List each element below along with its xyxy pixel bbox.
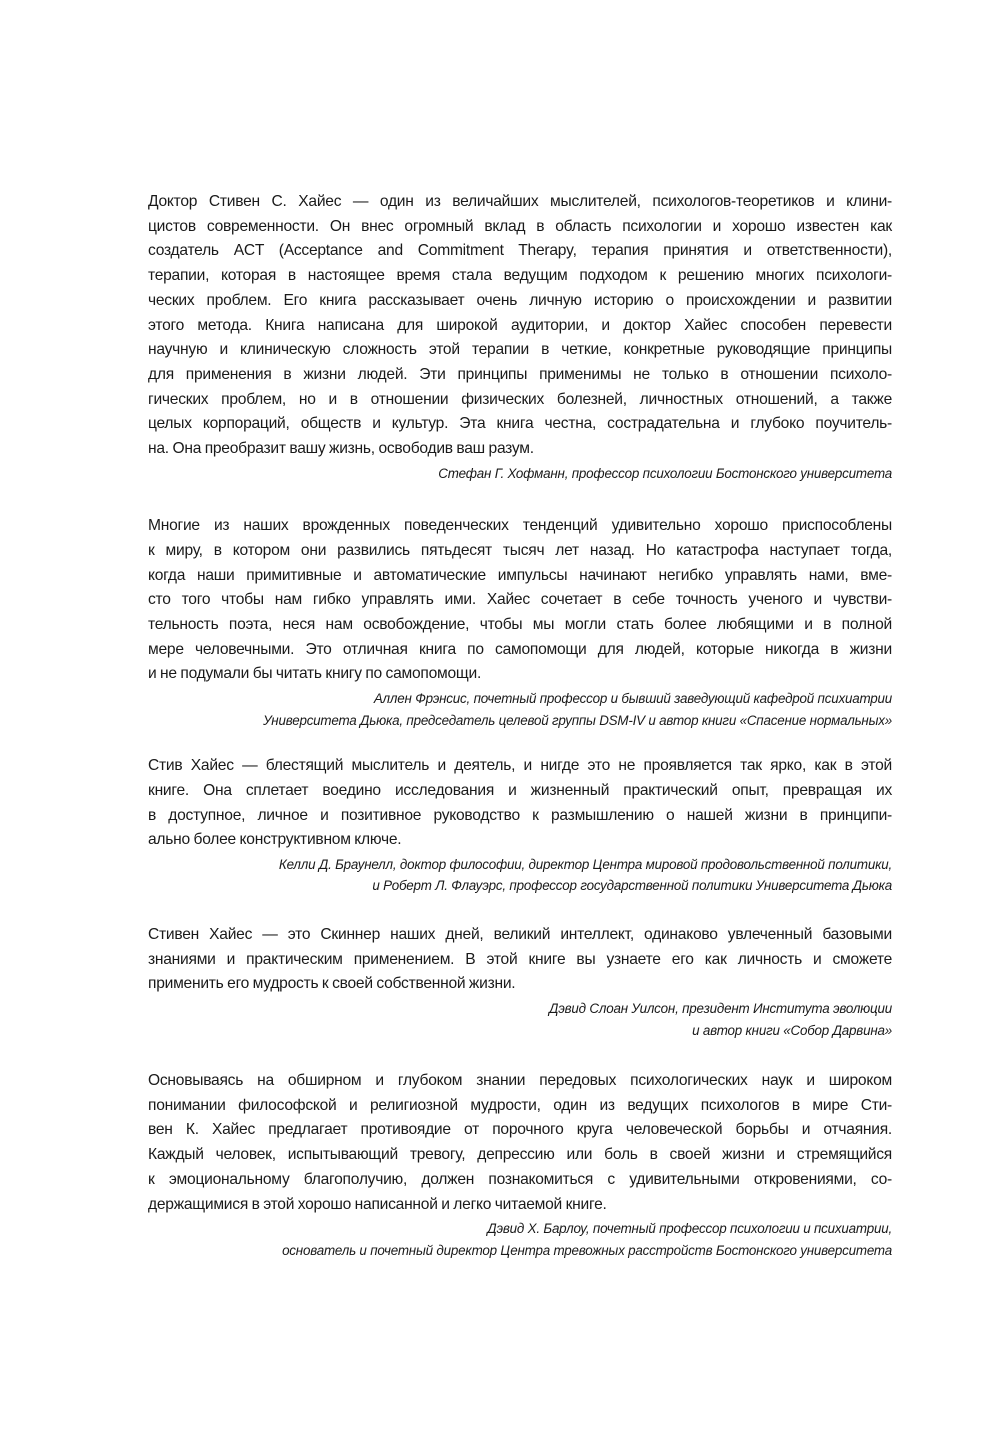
attribution-line: Университета Дьюка, председатель целевой группы DSM-IV и автор книги «Спасение нормальных» bbox=[263, 712, 892, 728]
attribution-line: Дэвид Х. Барлоу, почетный профессор психологии и психиатрии, bbox=[487, 1221, 892, 1237]
quote-line: мере человечными. Это отличная книга по самопомощи для людей, которые никогда в жизни bbox=[148, 640, 892, 658]
quote-line: тельность поэта, неся нам освобождение, чтобы мы могли стать более любящими и в полной bbox=[148, 616, 892, 634]
quote-line: этого метода. Книга написана для широкой аудитории, и доктор Хайес способен перевести bbox=[148, 316, 892, 334]
spacer bbox=[148, 484, 892, 514]
attribution-line: Аллен Фрэнсис, почетный профессор и бывший заведующий кафедрой психиатрии bbox=[373, 691, 892, 707]
attribution-line: Стефан Г. Хофманн, профессор психологии Бостонского университета bbox=[438, 465, 892, 481]
quote-line: ческих проблем. Его книга рассказывает очень личную историю о происхождении и развитии bbox=[148, 291, 892, 309]
quote-line: в доступное, личное и позитивное руководство к размышлению о нашей жизни в принципи- bbox=[148, 806, 892, 824]
review-attribution bbox=[148, 1218, 892, 1261]
attribution-line: Келли Д. Браунелл, доктор философии, директор Центра мировой продовольственной политики, bbox=[278, 856, 892, 872]
quote-line: для применения в жизни людей. Эти принципы применимы не только в отношении психоло- bbox=[148, 365, 892, 383]
review-attribution bbox=[148, 463, 892, 485]
review-wilson bbox=[148, 923, 892, 1041]
review-hofmann bbox=[148, 190, 892, 484]
attribution-line: Дэвид Слоан Уилсон, президент Института эволюции bbox=[549, 1001, 892, 1017]
quote-line: к эмоциональному благополучию, должен познакомиться с удивительными откровениями, со- bbox=[148, 1170, 892, 1188]
attribution-line: основатель и почетный директор Центра тревожных расстройств Бостонского университета bbox=[282, 1242, 892, 1258]
quote-line: целых корпораций, обществ и культур. Эта книга честна, сострадательна и глубоко поучитель- bbox=[148, 415, 892, 433]
quote-line: применить его мудрость к своей собственной жизни. bbox=[148, 975, 516, 993]
quote-line: научную и клиническую сложность этой терапии в четкие, конкретные руководящие принципы bbox=[148, 341, 892, 359]
quote-line: Стивен Хайес — это Скиннер наших дней, великий интеллект, одинаково увлеченный базовыми bbox=[148, 925, 892, 943]
review-quote bbox=[148, 1069, 892, 1217]
quote-line: цистов современности. Он внес огромный вклад в область психологии и хорошо известен как bbox=[148, 217, 892, 235]
quote-line: держащимися в этой хорошо написанной и легко читаемой книге. bbox=[148, 1195, 607, 1213]
quote-line: Основываясь на обширном и глубоком знании передовых психологических наук и широком bbox=[148, 1072, 892, 1090]
quote-line: терапии, которая в настоящее время стала ведущим подходом к решению многих психологи- bbox=[148, 267, 892, 285]
quote-line: и не подумали бы читать книгу по самопомощи. bbox=[148, 665, 482, 683]
quote-line: когда наши примитивные и автоматические импульсы начинают негибко управлять нами, вме- bbox=[148, 566, 892, 584]
spacer bbox=[148, 897, 892, 923]
quote-line: создатель ACT (Acceptance and Commitment Therapy, терапия принятия и ответственности), bbox=[148, 242, 892, 260]
quote-line: на. Она преобразит вашу жизнь, освободив ваш разум. bbox=[148, 440, 534, 458]
attribution-line: и Роберт Л. Флауэрс, профессор государственной политики Университета Дьюка bbox=[372, 878, 892, 894]
review-attribution bbox=[148, 688, 892, 731]
spacer bbox=[148, 1041, 892, 1069]
review-quote bbox=[148, 514, 892, 687]
quote-line: гических проблем, но и в отношении физических болезней, личностных отношений, а также bbox=[148, 390, 892, 408]
review-quote bbox=[148, 190, 892, 462]
review-quote bbox=[148, 923, 892, 997]
quote-line: к миру, в котором они развились пятьдесят тысяч лет назад. Но катастрофа наступает тогда, bbox=[148, 541, 892, 559]
quote-line: вен К. Хайес предлагает противоядие от порочного круга человеческой борьбы и отчаяния. bbox=[148, 1121, 892, 1139]
review-frances bbox=[148, 514, 892, 731]
spacer bbox=[148, 731, 892, 754]
quote-line: Многие из наших врожденных поведенческих тенденций удивительно хорошо приспособлены bbox=[148, 517, 892, 535]
review-quote bbox=[148, 754, 892, 853]
quote-line: Стив Хайес — блестящий мыслитель и деятель, и нигде это не проявляется так ярко, как в этой bbox=[148, 757, 892, 775]
quote-line: сто того чтобы нам гибко управлять ими. Хайес сочетает в себе точность ученого и чувстви- bbox=[148, 591, 892, 609]
quote-line: ально более конструктивном ключе. bbox=[148, 831, 402, 849]
attribution-line: и автор книги «Собор Дарвина» bbox=[692, 1022, 892, 1038]
review-attribution bbox=[148, 998, 892, 1041]
quote-line: Доктор Стивен С. Хайес — один из величайших мыслителей, психологов-теоретиков и клини- bbox=[148, 193, 892, 210]
quote-line: книге. Она сплетает воедино исследования и жизненный практический опыт, превращая их bbox=[148, 781, 892, 799]
review-brownell-flowers bbox=[148, 754, 892, 897]
praise-page bbox=[148, 190, 892, 1261]
quote-line: знаниями и практическим применением. В этой книге вы узнаете его как личность и сможете bbox=[148, 950, 892, 968]
quote-line: понимании философской и религиозной мудрости, один из ведущих психологов в мире Сти- bbox=[148, 1096, 892, 1114]
review-attribution bbox=[148, 854, 892, 897]
quote-line: Каждый человек, испытывающий тревогу, депрессию или боль в своей жизни и стремящийся bbox=[148, 1146, 892, 1164]
review-barlow bbox=[148, 1069, 892, 1261]
